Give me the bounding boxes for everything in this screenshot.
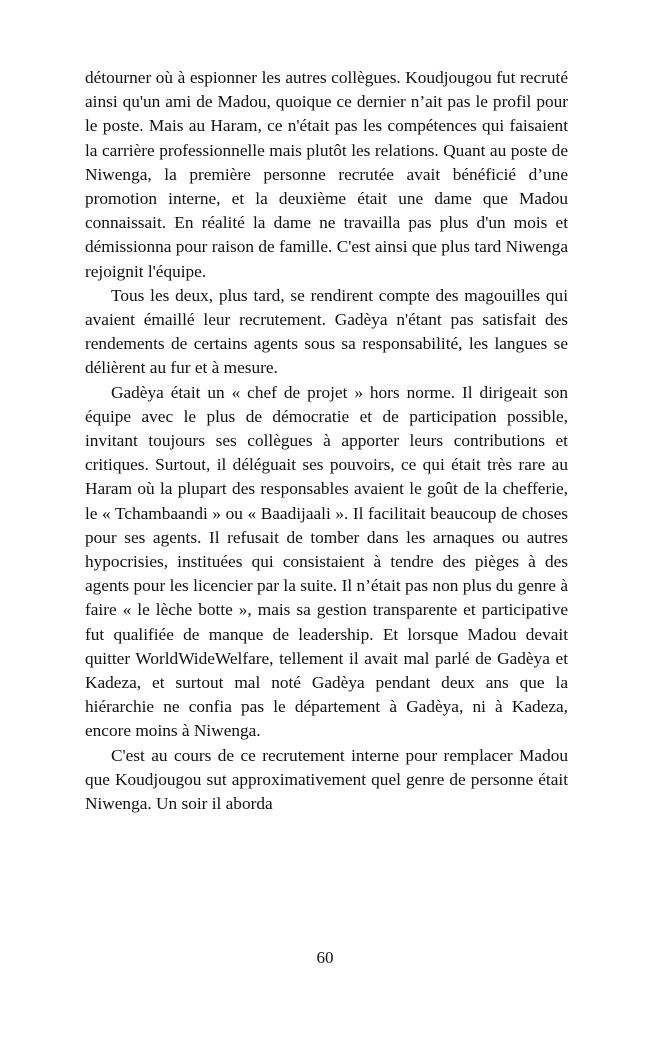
paragraph: Gadèya était un « chef de projet » hors norme. Il dirigeait son équipe avec le plus de démocratie et de participation possible, invitant toujours ses collègues à apporter leurs contributions et critiques. Surtout, il déléguait ses pouvoirs, ce qui était très rare au Haram où la plupart des responsables avaient le goût de la chefferie, le « Tchambaandi » ou « Baadijaali ». Il facilitait beaucoup de choses pour ses agents. Il refusait de tomber dans les arnaques ou autres hypocrisies, instituées qui consistaient à tendre des pièges à des agents pour les licencier par la suite. Il n’était pas non plus du genre à faire « le lèche botte », mais sa gestion transparente et participative fut qualifiée de manque de leadership. Et lorsque Madou devait quitter WorldWideWelfare, tellement il avait mal parlé de Gadèya et Kadeza, et surtout mal noté Gadèya pendant deux ans que la hiérarchie ne confia pas le département à Gadèya, ni à Kadeza, encore moins à Niwenga. <box>85 382 568 741</box>
page-number: 60 <box>316 948 334 967</box>
paragraph: C'est au cours de ce recrutement interne pour remplacer Madou que Koudjougou sut approximativement quel genre de personne était Niwenga. Un soir il aborda <box>85 745 568 814</box>
paragraph: détourner où à espionner les autres collègues. Koudjougou fut recruté ainsi qu'un ami de Madou, quoique ce dernier n’ait pas le profil pour le poste. Mais au Haram, ce n'était pas les compétences qui faisaient la carrière professionnelle mais plutôt les relations. Quant au poste de Niwenga, la première personne recrutée avait bénéficié d’une promotion interne, et la deuxième était une dame que Madou connaissait. En réalité la dame ne travailla pas plus d'un mois et démissionna pour raison de famille. C'est ainsi que plus tard Niwenga rejoignit l'équipe. <box>85 68 568 281</box>
paragraph: Tous les deux, plus tard, se rendirent compte des magouilles qui avaient émaillé leur recrutement. Gadèya n'étant pas satisfait des rendements de certains agents sous sa responsabilité, les langues se délièrent au fur et à mesure. <box>85 285 568 378</box>
body-text <box>85 66 568 816</box>
